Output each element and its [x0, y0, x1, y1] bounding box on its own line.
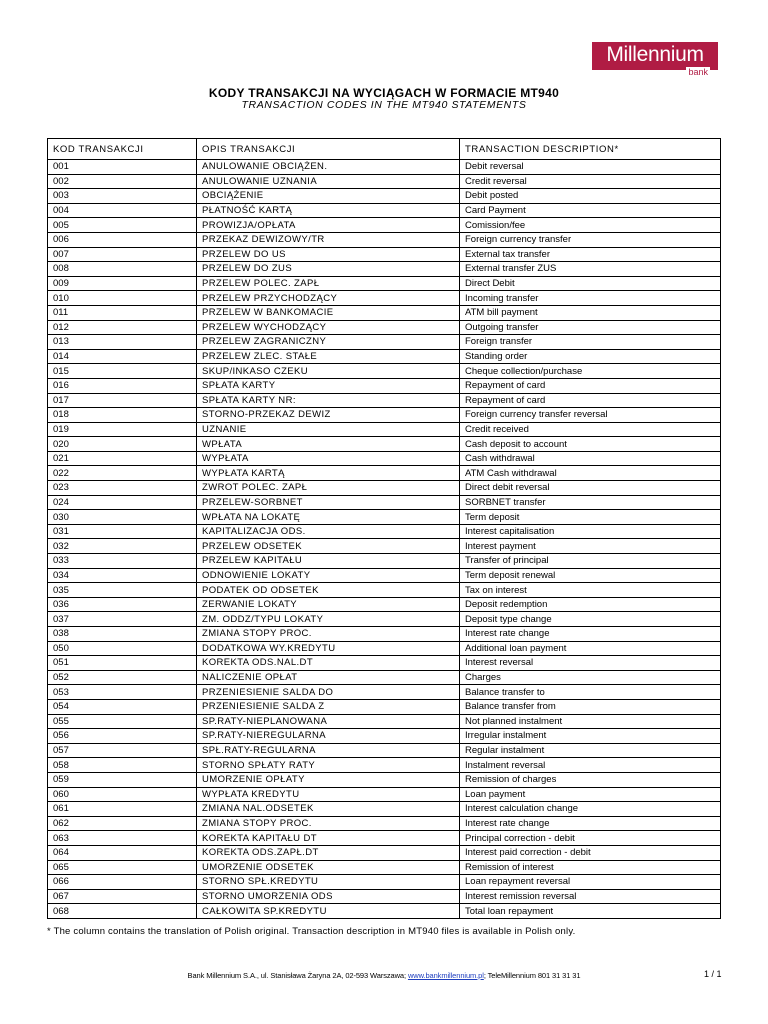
transaction-code-cell: 064: [48, 845, 197, 860]
table-row: [48, 203, 721, 218]
table-row: [48, 247, 721, 262]
table-row: [48, 524, 721, 539]
table-row: [48, 466, 721, 481]
transaction-code-cell: 052: [48, 670, 197, 685]
header-english-description: TRANSACTION DESCRIPTION*: [460, 139, 721, 160]
transaction-code-cell: 059: [48, 772, 197, 787]
english-description-cell: Loan payment: [460, 787, 721, 802]
transaction-code-cell: 066: [48, 875, 197, 890]
polish-description-cell: PRZELEW PRZYCHODZĄCY: [197, 291, 460, 306]
polish-description-cell: ZERWANIE LOKATY: [197, 597, 460, 612]
polish-description-cell: ANULOWANIE OBCIĄŻEN.: [197, 160, 460, 175]
transaction-code-cell: 035: [48, 583, 197, 598]
table-row: [48, 554, 721, 569]
english-description-cell: Interest reversal: [460, 656, 721, 671]
english-description-cell: Remission of interest: [460, 860, 721, 875]
polish-description-cell: PRZELEW ZAGRANICZNY: [197, 335, 460, 350]
english-description-cell: Interest calculation change: [460, 802, 721, 817]
english-description-cell: Foreign transfer: [460, 335, 721, 350]
table-row: [48, 232, 721, 247]
polish-description-cell: PRZELEW ZLEC. STAŁE: [197, 349, 460, 364]
logo-brand: Millennium: [606, 43, 704, 66]
polish-description-cell: CAŁKOWITA SP.KREDYTU: [197, 904, 460, 919]
english-description-cell: Interest payment: [460, 539, 721, 554]
footer-website-link[interactable]: www.bankmillennium.pl: [407, 971, 484, 980]
table-row: [48, 349, 721, 364]
polish-description-cell: STORNO SPŁ.KREDYTU: [197, 875, 460, 890]
english-description-cell: Foreign currency transfer: [460, 232, 721, 247]
header-code: KOD TRANSAKCJI: [48, 139, 197, 160]
table-row: [48, 174, 721, 189]
transaction-code-cell: 067: [48, 889, 197, 904]
english-description-cell: Debit posted: [460, 189, 721, 204]
transaction-code-cell: 023: [48, 481, 197, 496]
polish-description-cell: SP.RATY-NIEPLANOWANA: [197, 714, 460, 729]
polish-description-cell: PRZELEW W BANKOMACIE: [197, 305, 460, 320]
table-row: [48, 422, 721, 437]
polish-description-cell: PRZELEW POLEC. ZAPŁ: [197, 276, 460, 291]
table-row: [48, 320, 721, 335]
transaction-code-cell: 050: [48, 641, 197, 656]
transaction-code-cell: 051: [48, 656, 197, 671]
transaction-code-cell: 055: [48, 714, 197, 729]
english-description-cell: ATM bill payment: [460, 305, 721, 320]
polish-description-cell: PRZEKAZ DEWIZOWY/TR: [197, 232, 460, 247]
table-row: [48, 291, 721, 306]
polish-description-cell: UZNANIE: [197, 422, 460, 437]
table-row: [48, 904, 721, 919]
table-row: [48, 583, 721, 598]
transaction-code-cell: 057: [48, 743, 197, 758]
table-row: [48, 656, 721, 671]
table-row: [48, 699, 721, 714]
english-description-cell: Cash deposit to account: [460, 437, 721, 452]
polish-description-cell: PROWIZJA/OPŁATA: [197, 218, 460, 233]
polish-description-cell: WPŁATA: [197, 437, 460, 452]
transaction-code-cell: 005: [48, 218, 197, 233]
transaction-code-cell: 010: [48, 291, 197, 306]
table-row: [48, 816, 721, 831]
table-row: [48, 612, 721, 627]
transaction-code-cell: 024: [48, 495, 197, 510]
english-description-cell: Loan repayment reversal: [460, 875, 721, 890]
english-description-cell: Total loan repayment: [460, 904, 721, 919]
english-description-cell: Deposit type change: [460, 612, 721, 627]
polish-description-cell: ZMIANA NAL.ODSETEK: [197, 802, 460, 817]
table-header-row: [48, 139, 721, 160]
transaction-code-cell: 020: [48, 437, 197, 452]
english-description-cell: SORBNET transfer: [460, 495, 721, 510]
english-description-cell: ATM Cash withdrawal: [460, 466, 721, 481]
table-row: [48, 189, 721, 204]
table-row: [48, 802, 721, 817]
polish-description-cell: SPŁATA KARTY: [197, 378, 460, 393]
table-row: [48, 714, 721, 729]
polish-description-cell: STORNO-PRZEKAZ DEWIZ: [197, 408, 460, 423]
header-polish-description: OPIS TRANSAKCJI: [197, 139, 460, 160]
english-description-cell: Foreign currency transfer reversal: [460, 408, 721, 423]
logo-sub: bank: [688, 67, 708, 77]
table-row: [48, 597, 721, 612]
table-row: [48, 729, 721, 744]
english-description-cell: Interest rate change: [460, 816, 721, 831]
transaction-code-cell: 002: [48, 174, 197, 189]
english-description-cell: Cheque collection/purchase: [460, 364, 721, 379]
polish-description-cell: PRZELEW WYCHODZĄCY: [197, 320, 460, 335]
table-row: [48, 772, 721, 787]
table-row: [48, 627, 721, 642]
polish-description-cell: WYPŁATA KREDYTU: [197, 787, 460, 802]
english-description-cell: External tax transfer: [460, 247, 721, 262]
transaction-code-cell: 009: [48, 276, 197, 291]
table-row: [48, 787, 721, 802]
table-row: [48, 568, 721, 583]
transaction-code-cell: 068: [48, 904, 197, 919]
polish-description-cell: PODATEK OD ODSETEK: [197, 583, 460, 598]
transaction-code-cell: 037: [48, 612, 197, 627]
bank-logo: [592, 42, 718, 75]
english-description-cell: Balance transfer from: [460, 699, 721, 714]
table-row: [48, 641, 721, 656]
table-row: [48, 510, 721, 525]
table-row: [48, 481, 721, 496]
polish-description-cell: ZWROT POLEC. ZAPŁ: [197, 481, 460, 496]
english-description-cell: Debit reversal: [460, 160, 721, 175]
polish-description-cell: KOREKTA ODS.NAL.DT: [197, 656, 460, 671]
table-row: [48, 408, 721, 423]
english-description-cell: Principal correction - debit: [460, 831, 721, 846]
transaction-code-cell: 065: [48, 860, 197, 875]
polish-description-cell: PRZELEW DO ZUS: [197, 262, 460, 277]
polish-description-cell: PRZENIESIENIE SALDA Z: [197, 699, 460, 714]
english-description-cell: Term deposit renewal: [460, 568, 721, 583]
transaction-code-cell: 013: [48, 335, 197, 350]
table-row: [48, 831, 721, 846]
transaction-code-cell: 017: [48, 393, 197, 408]
polish-description-cell: SPŁATA KARTY NR:: [197, 393, 460, 408]
polish-description-cell: ZMIANA STOPY PROC.: [197, 816, 460, 831]
transaction-code-cell: 062: [48, 816, 197, 831]
polish-description-cell: WYPŁATA KARTĄ: [197, 466, 460, 481]
english-description-cell: Credit reversal: [460, 174, 721, 189]
table-row: [48, 437, 721, 452]
english-description-cell: Outgoing transfer: [460, 320, 721, 335]
english-description-cell: Deposit redemption: [460, 597, 721, 612]
polish-description-cell: ANULOWANIE UZNANIA: [197, 174, 460, 189]
polish-description-cell: KOREKTA KAPITAŁU DT: [197, 831, 460, 846]
english-description-cell: Transfer of principal: [460, 554, 721, 569]
transaction-code-cell: 016: [48, 378, 197, 393]
english-description-cell: Direct Debit: [460, 276, 721, 291]
table-row: [48, 860, 721, 875]
transaction-code-cell: 031: [48, 524, 197, 539]
polish-description-cell: UMORZENIE OPŁATY: [197, 772, 460, 787]
transaction-code-cell: 006: [48, 232, 197, 247]
table-row: [48, 276, 721, 291]
english-description-cell: Tax on interest: [460, 583, 721, 598]
english-description-cell: Card Payment: [460, 203, 721, 218]
polish-description-cell: SKUP/INKASO CZEKU: [197, 364, 460, 379]
polish-description-cell: PRZELEW KAPITAŁU: [197, 554, 460, 569]
transaction-code-cell: 030: [48, 510, 197, 525]
english-description-cell: Instalment reversal: [460, 758, 721, 773]
polish-description-cell: ZM. ODDZ/TYPU LOKATY: [197, 612, 460, 627]
polish-description-cell: SPŁ.RATY-REGULARNA: [197, 743, 460, 758]
transaction-code-cell: 001: [48, 160, 197, 175]
document-subtitle: TRANSACTION CODES IN THE MT940 STATEMENTS: [241, 99, 527, 111]
polish-description-cell: PRZELEW DO US: [197, 247, 460, 262]
table-row: [48, 539, 721, 554]
table-row: [48, 845, 721, 860]
table-row: [48, 378, 721, 393]
table-row: [48, 160, 721, 175]
polish-description-cell: KOREKTA ODS.ZAPŁ.DT: [197, 845, 460, 860]
footnote: * The column contains the translation of Polish original. Transaction description in MT940 files is available in Polish only.: [47, 926, 576, 937]
polish-description-cell: ZMIANA STOPY PROC.: [197, 627, 460, 642]
table-row: [48, 393, 721, 408]
english-description-cell: Interest paid correction - debit: [460, 845, 721, 860]
english-description-cell: External transfer ZUS: [460, 262, 721, 277]
transaction-code-cell: 053: [48, 685, 197, 700]
footer-phone: ; TeleMillennium 801 31 31 31: [483, 971, 581, 980]
transaction-code-cell: 060: [48, 787, 197, 802]
english-description-cell: Repayment of card: [460, 378, 721, 393]
english-description-cell: Repayment of card: [460, 393, 721, 408]
english-description-cell: Standing order: [460, 349, 721, 364]
english-description-cell: Balance transfer to: [460, 685, 721, 700]
polish-description-cell: WPŁATA NA LOKATĘ: [197, 510, 460, 525]
transaction-code-cell: 021: [48, 451, 197, 466]
transaction-code-cell: 019: [48, 422, 197, 437]
transaction-code-cell: 054: [48, 699, 197, 714]
polish-description-cell: KAPITALIZACJA ODS.: [197, 524, 460, 539]
transaction-code-cell: 011: [48, 305, 197, 320]
english-description-cell: Additional loan payment: [460, 641, 721, 656]
table-row: [48, 305, 721, 320]
polish-description-cell: DODATKOWA WY.KREDYTU: [197, 641, 460, 656]
polish-description-cell: OBCIĄŻENIE: [197, 189, 460, 204]
polish-description-cell: PRZENIESIENIE SALDA DO: [197, 685, 460, 700]
transaction-code-cell: 012: [48, 320, 197, 335]
table-row: [48, 335, 721, 350]
footer-address: Bank Millennium S.A., ul. Stanisława Żaryna 2A, 02-593 Warszawa;: [187, 971, 406, 980]
polish-description-cell: STORNO UMORZENIA ODS: [197, 889, 460, 904]
english-description-cell: Remission of charges: [460, 772, 721, 787]
table-row: [48, 743, 721, 758]
transaction-code-cell: 014: [48, 349, 197, 364]
transaction-codes-table: [47, 138, 721, 919]
transaction-code-cell: 036: [48, 597, 197, 612]
transaction-code-cell: 007: [48, 247, 197, 262]
table-row: [48, 451, 721, 466]
table-row: [48, 670, 721, 685]
english-description-cell: Credit received: [460, 422, 721, 437]
english-description-cell: Interest capitalisation: [460, 524, 721, 539]
transaction-code-cell: 003: [48, 189, 197, 204]
transaction-code-cell: 032: [48, 539, 197, 554]
polish-description-cell: NALICZENIE OPŁAT: [197, 670, 460, 685]
polish-description-cell: SP.RATY-NIEREGULARNA: [197, 729, 460, 744]
english-description-cell: Not planned instalment: [460, 714, 721, 729]
table-row: [48, 495, 721, 510]
english-description-cell: Interest rate change: [460, 627, 721, 642]
english-description-cell: Irregular instalment: [460, 729, 721, 744]
english-description-cell: Charges: [460, 670, 721, 685]
transaction-code-cell: 015: [48, 364, 197, 379]
english-description-cell: Interest remission reversal: [460, 889, 721, 904]
page-footer: [0, 971, 768, 980]
table-row: [48, 685, 721, 700]
table-row: [48, 875, 721, 890]
polish-description-cell: ODNOWIENIE LOKATY: [197, 568, 460, 583]
english-description-cell: Direct debit reversal: [460, 481, 721, 496]
polish-description-cell: UMORZENIE ODSETEK: [197, 860, 460, 875]
english-description-cell: Cash withdrawal: [460, 451, 721, 466]
document-title: KODY TRANSAKCJI NA WYCIĄGACH W FORMACIE MT940: [208, 86, 560, 100]
polish-description-cell: PŁATNOŚĆ KARTĄ: [197, 203, 460, 218]
english-description-cell: Regular instalment: [460, 743, 721, 758]
polish-description-cell: PRZELEW ODSETEK: [197, 539, 460, 554]
table-row: [48, 218, 721, 233]
transaction-code-cell: 022: [48, 466, 197, 481]
table-row: [48, 758, 721, 773]
transaction-code-cell: 056: [48, 729, 197, 744]
english-description-cell: Comission/fee: [460, 218, 721, 233]
polish-description-cell: WYPŁATA: [197, 451, 460, 466]
transaction-code-cell: 061: [48, 802, 197, 817]
polish-description-cell: STORNO SPŁATY RATY: [197, 758, 460, 773]
transaction-code-cell: 058: [48, 758, 197, 773]
transaction-code-cell: 008: [48, 262, 197, 277]
transaction-code-cell: 063: [48, 831, 197, 846]
transaction-code-cell: 033: [48, 554, 197, 569]
transaction-code-cell: 004: [48, 203, 197, 218]
english-description-cell: Term deposit: [460, 510, 721, 525]
table-row: [48, 364, 721, 379]
transaction-code-cell: 034: [48, 568, 197, 583]
table-row: [48, 262, 721, 277]
polish-description-cell: PRZELEW-SORBNET: [197, 495, 460, 510]
page-number: 1 / 1: [704, 969, 722, 979]
english-description-cell: Incoming transfer: [460, 291, 721, 306]
transaction-code-cell: 038: [48, 627, 197, 642]
table-row: [48, 889, 721, 904]
transaction-code-cell: 018: [48, 408, 197, 423]
